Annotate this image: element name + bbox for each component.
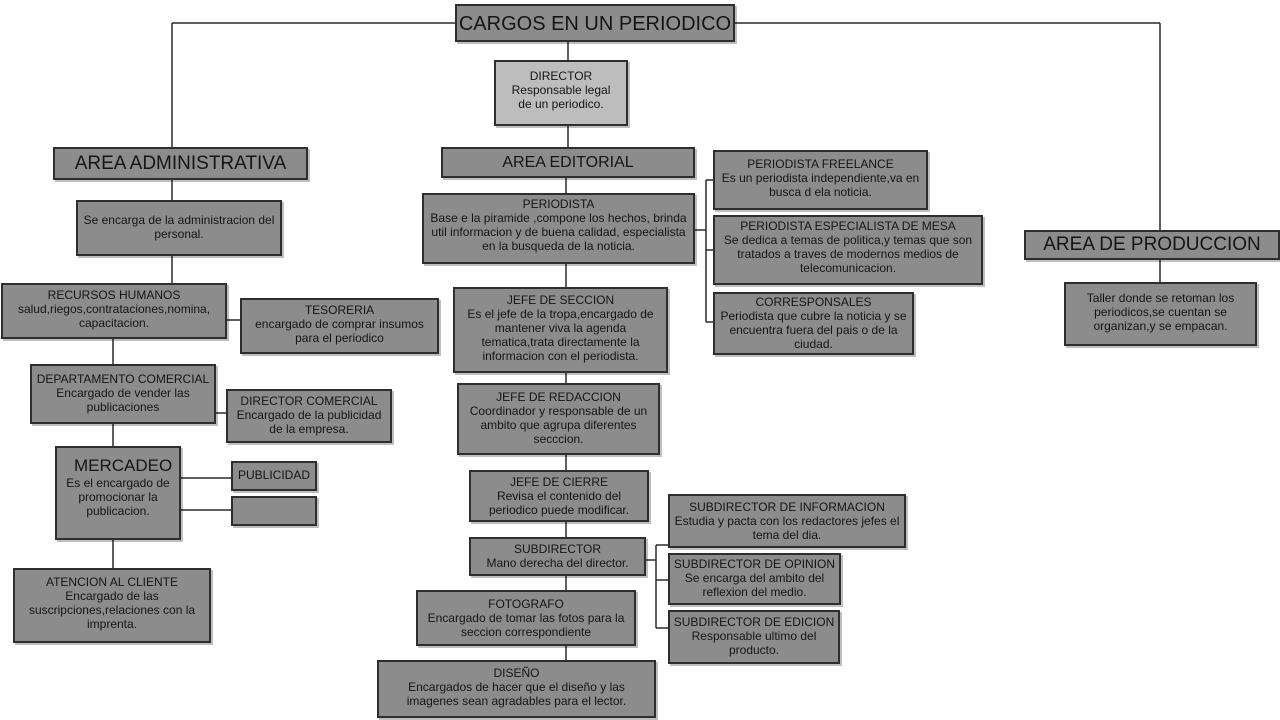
fotografo-title: FOTOGRAFO (488, 597, 564, 611)
subdirector-edicion-desc: Responsable ultimo del producto. (691, 629, 817, 657)
subdirector-box (469, 537, 646, 576)
periodista-title: PERIODISTA (522, 197, 595, 211)
periodista-desc: Base e la piramide ,compone los hechos, brinda util informacion y de buena calidad, especialista en la busqueda de la noticia. (430, 211, 687, 253)
corresponsales-box (713, 292, 914, 355)
director-box (494, 60, 628, 126)
jefe-cierre-title: JEFE DE CIERRE (509, 475, 608, 489)
recursos-humanos-title: RECURSOS HUMANOS (47, 288, 181, 302)
tesoreria-title: TESORERIA (304, 303, 375, 317)
fotografo-desc: Encargado de tomar las fotos para la seccion correspondiente (427, 611, 625, 639)
diseno-desc: Encargados de hacer que el diseño y las imagenes sean agradables para el lector. (406, 680, 627, 708)
subdirector-title: SUBDIRECTOR (513, 542, 602, 556)
publicidad-box (231, 461, 317, 491)
corresponsales-desc: Periodista que cubre la noticia y se encuentra fuera del pais o de la ciudad. (720, 309, 907, 351)
director-title: DIRECTOR (529, 69, 593, 83)
atencion-cliente-desc: Encargado de las suscripciones,relaciones con la imprenta. (28, 589, 196, 631)
mercadeo-title: MERCADEO (74, 456, 173, 475)
jefe-redaccion-desc: Coordinador y responsable de un ambito que agrupa diferentes secccion. (469, 404, 648, 446)
jefe-seccion-desc: Es el jefe de la tropa,encargado de mantener viva la agenda tematica,trata directamente la informacion con el periodista. (467, 307, 654, 363)
jefe-seccion-title: JEFE DE SECCION (506, 293, 615, 307)
tesoreria-box (240, 298, 439, 354)
chart-title (455, 4, 735, 42)
subdirector-opinion-desc: Se encarga del ambito del reflexion del medio. (684, 571, 825, 599)
director-comercial-box (226, 389, 392, 443)
periodista-freelance-desc: Es un periodista independiente,va en busca d ela noticia. (721, 171, 920, 199)
jefe-redaccion-title: JEFE DE REDACCION (496, 390, 621, 404)
jefe-cierre-box (469, 470, 649, 522)
diseno-box (377, 660, 656, 718)
subdirector-desc: Mano derecha del director. (486, 556, 629, 570)
subdirector-opinion-title: SUBDIRECTOR DE OPINION (673, 557, 836, 571)
area-administrativa-box (53, 147, 308, 180)
jefe-seccion-box (453, 287, 668, 373)
subdirector-edicion-box (668, 610, 840, 664)
subdirector-informacion-desc: Estudia y pacta con los redactores jefes el tema del dia. (674, 514, 900, 542)
atencion-cliente-box (13, 568, 211, 643)
periodista-freelance-title: PERIODISTA FREELANCE (747, 157, 894, 171)
departamento-comercial-box (30, 364, 216, 424)
jefe-cierre-desc: Revisa el contenido del periodico puede modificar. (488, 489, 630, 517)
subdirector-opinion-box (668, 553, 841, 605)
director-comercial-desc: Encargado de la publicidad de la empresa. (236, 408, 382, 436)
atencion-cliente-title: ATENCION AL CLIENTE (45, 575, 179, 589)
departamento-comercial-desc: Encargado de vender las publicaciones (56, 386, 190, 414)
subdirector-informacion-title: SUBDIRECTOR DE INFORMACION (689, 500, 885, 514)
periodista-especialista-box (713, 215, 983, 285)
mercadeo-desc: Es el encargado de promocionar la publicacion. (66, 476, 170, 518)
area-produccion-title: AREA DE PRODUCCION (1043, 234, 1261, 255)
departamento-comercial-title: DEPARTAMENTO COMERCIAL (36, 372, 210, 386)
periodista-especialista-desc: Se dedica a temas de politica,y temas que son tratados a traves de modernos medios de telecomunicacion. (723, 233, 973, 275)
periodista-freelance-box (713, 150, 928, 210)
tesoreria-desc: encargado de comprar insumos para el periodico (255, 317, 424, 345)
area-editorial-title: AREA EDITORIAL (502, 154, 634, 171)
produccion-desc: Taller donde se retoman los periodicos,se cuentan se organizan,y se empacan. (1086, 291, 1235, 333)
director-comercial-title: DIRECTOR COMERCIAL (240, 394, 378, 408)
corresponsales-title: CORRESPONSALES (755, 295, 872, 309)
admin-desc-box (76, 200, 282, 256)
empty-box (231, 496, 317, 526)
chart-title-text: CARGOS EN UN PERIODICO (458, 13, 732, 35)
periodista-especialista-title: PERIODISTA ESPECIALISTA DE MESA (740, 219, 956, 233)
diseno-title: DISEÑO (493, 666, 540, 680)
area-produccion-box (1024, 230, 1280, 260)
fotografo-box (416, 590, 636, 646)
produccion-desc-box (1064, 282, 1257, 346)
mercadeo-box (55, 446, 181, 540)
recursos-humanos-box (1, 283, 227, 339)
area-editorial-box (441, 147, 695, 178)
area-administrativa-title: AREA ADMINISTRATIVA (74, 153, 287, 174)
recursos-humanos-desc: salud,riegos,contrataciones,nomina, capacitacion. (17, 302, 211, 330)
publicidad-title: PUBLICIDAD (237, 468, 311, 482)
periodista-box (422, 193, 695, 264)
jefe-redaccion-box (457, 383, 660, 455)
director-desc: Responsable legal de un periodico. (511, 83, 611, 111)
subdirector-edicion-title: SUBDIRECTOR DE EDICION (673, 615, 835, 629)
admin-desc: Se encarga de la administracion del personal. (83, 213, 275, 241)
subdirector-informacion-box (668, 494, 906, 548)
